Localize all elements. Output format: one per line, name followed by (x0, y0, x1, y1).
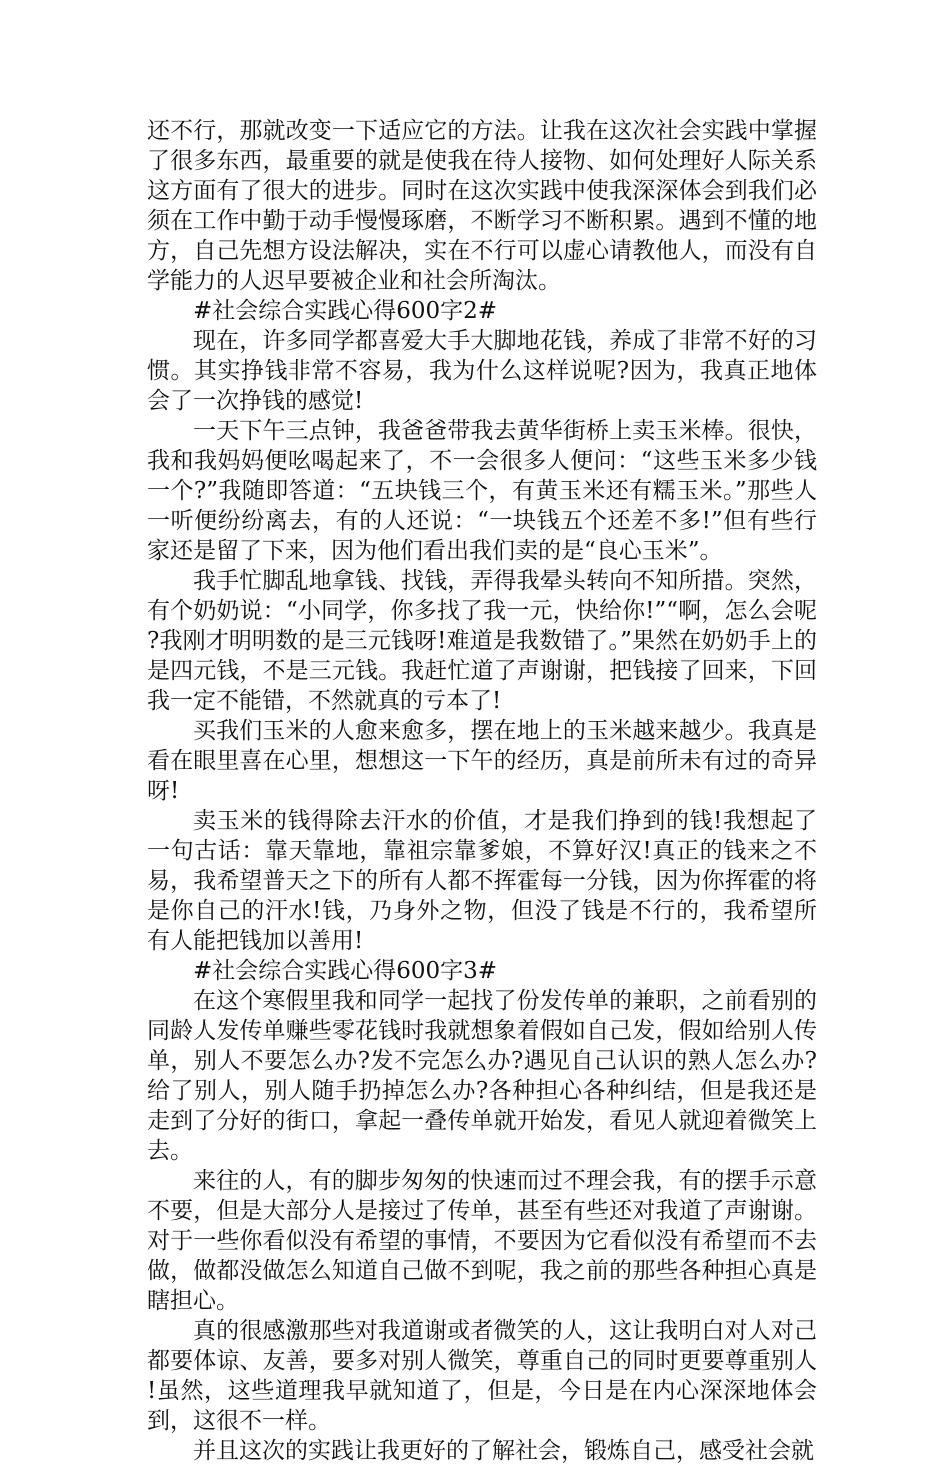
paragraph: 一天下午三点钟，我爸爸带我去黄华街桥上卖玉米棒。很快，我和我妈妈便吆喝起来了，不一会很多人便问：“这些玉米多少钱一个?”我随即答道：“五块钱三个，有黄玉米还有糯玉米。”那些人一听便纷纷离去，有的人还说：“一块钱五个还差不多!”但有些行家还是留了下来，因为他们看出我们卖的是“良心玉米”。 (147, 418, 817, 564)
paragraph: 真的很感激那些对我道谢或者微笑的人，这让我明白对人对己都要体谅、友善，要多对别人微笑，尊重自己的同时更要尊重别人!虽然，这些道理我早就知道了，但是，今日是在内心深深地体会到，这很不一样。 (147, 1318, 817, 1434)
paragraph: 买我们玉米的人愈来愈多，摆在地上的玉米越来越少。我真是看在眼里喜在心里，想想这一下午的经历，真是前所未有过的奇异呀! (147, 718, 817, 804)
section-heading: #社会综合实践心得600字3# (193, 958, 498, 984)
paragraph: 卖玉米的钱得除去汗水的价值，才是我们挣到的钱!我想起了一句古话：靠天靠地，靠祖宗靠爹娘，不算好汉!真正的钱来之不易，我希望普天之下的所有人都不挥霍每一分钱，因为你挥霍的将是你自己的汗水!钱，乃身外之物，但没了钱是不行的，我希望所有人能把钱加以善用! (147, 808, 817, 954)
section-heading: #社会综合实践心得600字2# (193, 298, 498, 324)
paragraph: 我手忙脚乱地拿钱、找钱，弄得我晕头转向不知所措。突然，有个奶奶说：“小同学，你多找了我一元，快给你!”“啊，怎么会呢?我刚才明明数的是三元钱呀!难道是我数错了。”果然在奶奶手上的是四元钱，不是三元钱。我赶忙道了声谢谢，把钱接了回来，下回我一定不能错，不然就真的亏本了! (147, 568, 817, 714)
paragraph: 还不行，那就改变一下适应它的方法。让我在这次社会实践中掌握了很多东西，最重要的就是使我在待人接物、如何处理好人际关系这方面有了很大的进步。同时在这次实践中使我深深体会到我们必须在工作中勤于动手慢慢琢磨，不断学习不断积累。遇到不懂的地方，自己先想方设法解决，实在不行可以虚心请教他人，而没有自学能力的人迟早要被企业和社会所淘汰。 (147, 118, 817, 294)
paragraph: 来往的人，有的脚步匆匆的快速而过不理会我，有的摆手示意不要，但是大部分人是接过了传单，甚至有些还对我道了声谢谢。对于一些你看似没有希望的事情，不要因为它看似没有希望而不去做，做都没做怎么知道自己做不到呢，我之前的那些各种担心真是瞎担心。 (147, 1168, 817, 1314)
paragraph: 现在，许多同学都喜爱大手大脚地花钱，养成了非常不好的习惯。其实挣钱非常不容易，我为什么这样说呢?因为，我真正地体会了一次挣钱的感觉! (147, 328, 817, 414)
paragraph: 并且这次的实践让我更好的了解社会，锻炼自己，感受社会就 (193, 1438, 814, 1464)
document-body (147, 116, 817, 1466)
paragraph: 在这个寒假里我和同学一起找了份发传单的兼职，之前看别的同龄人发传单赚些零花钱时我就想象着假如自己发，假如给别人传单，别人不要怎么办?发不完怎么办?遇见自己认识的熟人怎么办?给了别人，别人随手扔掉怎么办?各种担心各种纠结，但是我还是走到了分好的街口，拿起一叠传单就开始发，看见人就迎着微笑上去。 (147, 988, 817, 1164)
